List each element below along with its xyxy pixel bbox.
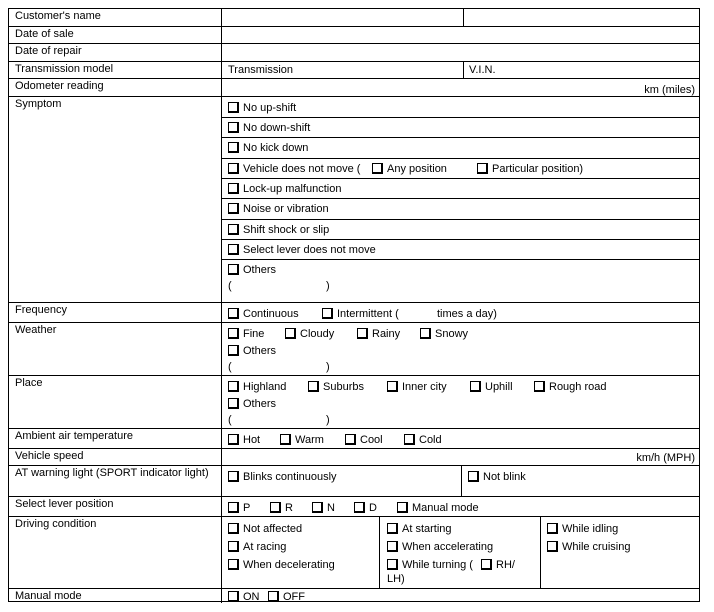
checkbox-icon[interactable] bbox=[308, 381, 319, 392]
checkbox-icon[interactable] bbox=[228, 591, 239, 602]
row-transmission-model bbox=[9, 62, 699, 79]
weather-others-paren-open: ( bbox=[228, 361, 232, 373]
checkbox-icon[interactable] bbox=[387, 541, 398, 552]
frequency-label: Frequency bbox=[9, 303, 222, 322]
row-date-of-sale bbox=[9, 27, 699, 44]
place-rough-road-option[interactable]: Rough road bbox=[534, 381, 607, 393]
odometer-field[interactable] bbox=[222, 79, 699, 96]
place-others-paren-close: ) bbox=[326, 414, 330, 426]
weather-cloudy-option[interactable]: Cloudy bbox=[285, 328, 334, 340]
place-highland-option[interactable]: Highland bbox=[228, 381, 286, 393]
row-odometer bbox=[9, 79, 699, 97]
checkbox-icon[interactable] bbox=[228, 224, 239, 235]
warning-blinks-option[interactable]: Blinks continuously bbox=[228, 471, 337, 483]
at-warning-label: AT warning light (SPORT indicator light) bbox=[9, 466, 222, 496]
odometer-unit: km (miles) bbox=[644, 84, 695, 96]
warning-not-blink-option[interactable]: Not blink bbox=[468, 471, 526, 483]
manual-off-option[interactable]: OFF bbox=[268, 591, 305, 603]
row-driving-condition bbox=[9, 517, 699, 589]
driving-at-racing-option[interactable]: At racing bbox=[228, 541, 286, 553]
row-ambient-temp bbox=[9, 429, 699, 449]
checkbox-icon[interactable] bbox=[228, 434, 239, 445]
checkbox-icon[interactable] bbox=[228, 264, 239, 275]
checkbox-icon[interactable] bbox=[547, 523, 558, 534]
checkbox-icon[interactable] bbox=[481, 559, 492, 570]
frequency-times-label: times a day) bbox=[437, 308, 497, 320]
checkbox-icon[interactable] bbox=[228, 244, 239, 255]
odometer-label: Odometer reading bbox=[9, 79, 222, 96]
speed-unit: km/h (MPH) bbox=[636, 452, 695, 464]
temp-warm-option[interactable]: Warm bbox=[280, 434, 324, 446]
customer-name-field[interactable] bbox=[222, 9, 699, 26]
weather-others-option[interactable]: Others bbox=[228, 345, 276, 357]
symptom-no-downshift-option[interactable]: No down-shift bbox=[228, 122, 310, 134]
checkbox-icon[interactable] bbox=[280, 434, 291, 445]
manual-on-option[interactable]: ON bbox=[228, 591, 260, 603]
row-place bbox=[9, 376, 699, 429]
symptom-lever-not-move-option[interactable]: Select lever does not move bbox=[228, 244, 376, 256]
vehicle-speed-field[interactable] bbox=[222, 449, 699, 465]
temp-cool-option[interactable]: Cool bbox=[345, 434, 383, 446]
place-uphill-option[interactable]: Uphill bbox=[470, 381, 513, 393]
driving-condition-label: Driving condition bbox=[9, 517, 222, 588]
checkbox-icon[interactable] bbox=[312, 502, 323, 513]
checkbox-icon[interactable] bbox=[228, 471, 239, 482]
driving-while-idling-option[interactable]: While idling bbox=[547, 523, 618, 535]
frequency-intermittent-option[interactable]: Intermittent ( bbox=[322, 308, 399, 320]
checkbox-icon[interactable] bbox=[354, 502, 365, 513]
divider bbox=[461, 466, 462, 496]
driving-when-decelerating-option[interactable]: When decelerating bbox=[228, 559, 335, 571]
checkbox-icon[interactable] bbox=[228, 102, 239, 113]
driving-lh-label: LH) bbox=[387, 573, 405, 585]
checkbox-icon[interactable] bbox=[228, 541, 239, 552]
weather-others-paren-close: ) bbox=[326, 361, 330, 373]
date-of-sale-label: Date of sale bbox=[9, 27, 222, 43]
checkbox-icon[interactable] bbox=[547, 541, 558, 552]
checkbox-icon[interactable] bbox=[477, 163, 488, 174]
symptom-others-paren-close: ) bbox=[326, 280, 330, 292]
row-at-warning bbox=[9, 466, 699, 497]
date-of-sale-field[interactable] bbox=[222, 27, 699, 43]
divider bbox=[463, 62, 464, 78]
row-weather bbox=[9, 323, 699, 376]
checkbox-icon[interactable] bbox=[228, 502, 239, 513]
checkbox-icon[interactable] bbox=[387, 559, 398, 570]
symptom-others-paren-open: ( bbox=[228, 280, 232, 292]
checkbox-icon[interactable] bbox=[345, 434, 356, 445]
frequency-continuous-option[interactable]: Continuous bbox=[228, 308, 299, 320]
symptom-no-upshift-option[interactable]: No up-shift bbox=[228, 102, 296, 114]
symptom-no-kickdown-option[interactable]: No kick down bbox=[228, 142, 308, 154]
select-lever-label: Select lever position bbox=[9, 497, 222, 516]
symptom-noise-option[interactable]: Noise or vibration bbox=[228, 203, 329, 215]
row-customer-name bbox=[9, 9, 699, 27]
checkbox-icon[interactable] bbox=[228, 122, 239, 133]
vin-field-label: V.I.N. bbox=[469, 64, 496, 76]
place-others-paren-open: ( bbox=[228, 414, 232, 426]
checkbox-icon[interactable] bbox=[228, 398, 239, 409]
checkbox-icon[interactable] bbox=[228, 203, 239, 214]
diagnostic-worksheet-form bbox=[8, 8, 700, 602]
symptom-any-position-option[interactable]: Any position bbox=[372, 163, 447, 175]
row-vehicle-speed bbox=[9, 449, 699, 466]
checkbox-icon[interactable] bbox=[228, 559, 239, 570]
checkbox-icon[interactable] bbox=[228, 163, 239, 174]
symptom-lockup-option[interactable]: Lock-up malfunction bbox=[228, 183, 341, 195]
driving-while-cruising-option[interactable]: While cruising bbox=[547, 541, 630, 553]
divider bbox=[540, 517, 541, 588]
checkbox-icon[interactable] bbox=[268, 591, 279, 602]
checkbox-icon[interactable] bbox=[387, 381, 398, 392]
symptom-label: Symptom bbox=[9, 97, 222, 302]
checkbox-icon[interactable] bbox=[228, 183, 239, 194]
checkbox-icon[interactable] bbox=[357, 328, 368, 339]
driving-not-affected-option[interactable]: Not affected bbox=[228, 523, 302, 535]
date-of-repair-field[interactable] bbox=[222, 44, 699, 61]
place-inner-city-option[interactable]: Inner city bbox=[387, 381, 447, 393]
weather-rainy-option[interactable]: Rainy bbox=[357, 328, 400, 340]
lever-d-option[interactable]: D bbox=[354, 502, 377, 514]
driving-while-turning-option[interactable]: While turning ( bbox=[387, 559, 473, 571]
row-frequency bbox=[9, 303, 699, 323]
checkbox-icon[interactable] bbox=[270, 502, 281, 513]
divider bbox=[379, 517, 380, 588]
checkbox-icon[interactable] bbox=[468, 471, 479, 482]
driving-when-accelerating-option[interactable]: When accelerating bbox=[387, 541, 493, 553]
checkbox-icon[interactable] bbox=[397, 502, 408, 513]
checkbox-icon[interactable] bbox=[228, 523, 239, 534]
checkbox-icon[interactable] bbox=[228, 328, 239, 339]
checkbox-icon[interactable] bbox=[228, 308, 239, 319]
checkbox-icon[interactable] bbox=[228, 142, 239, 153]
symptom-vehicle-not-move-option[interactable]: Vehicle does not move ( bbox=[228, 163, 360, 175]
transmission-field-label: Transmission bbox=[228, 64, 293, 76]
driving-at-starting-option[interactable]: At starting bbox=[387, 523, 452, 535]
row-manual-mode bbox=[9, 589, 699, 603]
place-others-option[interactable]: Others bbox=[228, 398, 276, 410]
row-select-lever bbox=[9, 497, 699, 517]
checkbox-icon[interactable] bbox=[285, 328, 296, 339]
driving-rh-option[interactable]: RH/ bbox=[481, 559, 515, 571]
weather-snowy-option[interactable]: Snowy bbox=[420, 328, 468, 340]
transmission-model-label: Transmission model bbox=[9, 62, 222, 78]
checkbox-icon[interactable] bbox=[470, 381, 481, 392]
lever-p-option[interactable]: P bbox=[228, 502, 250, 514]
lever-manual-option[interactable]: Manual mode bbox=[397, 502, 479, 514]
place-label: Place bbox=[9, 376, 222, 428]
symptom-particular-position-option[interactable]: Particular position) bbox=[477, 163, 583, 175]
checkbox-icon[interactable] bbox=[534, 381, 545, 392]
checkbox-icon[interactable] bbox=[228, 345, 239, 356]
checkbox-icon[interactable] bbox=[372, 163, 383, 174]
customer-name-label: Customer's name bbox=[9, 9, 222, 26]
symptom-shift-shock-option[interactable]: Shift shock or slip bbox=[228, 224, 329, 236]
lever-n-option[interactable]: N bbox=[312, 502, 335, 514]
checkbox-icon[interactable] bbox=[420, 328, 431, 339]
manual-mode-label: Manual mode bbox=[9, 589, 222, 603]
temp-cold-option[interactable]: Cold bbox=[404, 434, 442, 446]
divider bbox=[463, 9, 464, 26]
checkbox-icon[interactable] bbox=[322, 308, 333, 319]
temp-hot-option[interactable]: Hot bbox=[228, 434, 260, 446]
checkbox-icon[interactable] bbox=[404, 434, 415, 445]
checkbox-icon[interactable] bbox=[228, 381, 239, 392]
symptom-others-option[interactable]: Others bbox=[228, 264, 276, 276]
weather-fine-option[interactable]: Fine bbox=[228, 328, 264, 340]
row-date-of-repair bbox=[9, 44, 699, 62]
lever-r-option[interactable]: R bbox=[270, 502, 293, 514]
place-suburbs-option[interactable]: Suburbs bbox=[308, 381, 364, 393]
vehicle-speed-label: Vehicle speed bbox=[9, 449, 222, 465]
ambient-temp-label: Ambient air temperature bbox=[9, 429, 222, 448]
weather-label: Weather bbox=[9, 323, 222, 375]
date-of-repair-label: Date of repair bbox=[9, 44, 222, 61]
checkbox-icon[interactable] bbox=[387, 523, 398, 534]
row-symptom bbox=[9, 97, 699, 303]
